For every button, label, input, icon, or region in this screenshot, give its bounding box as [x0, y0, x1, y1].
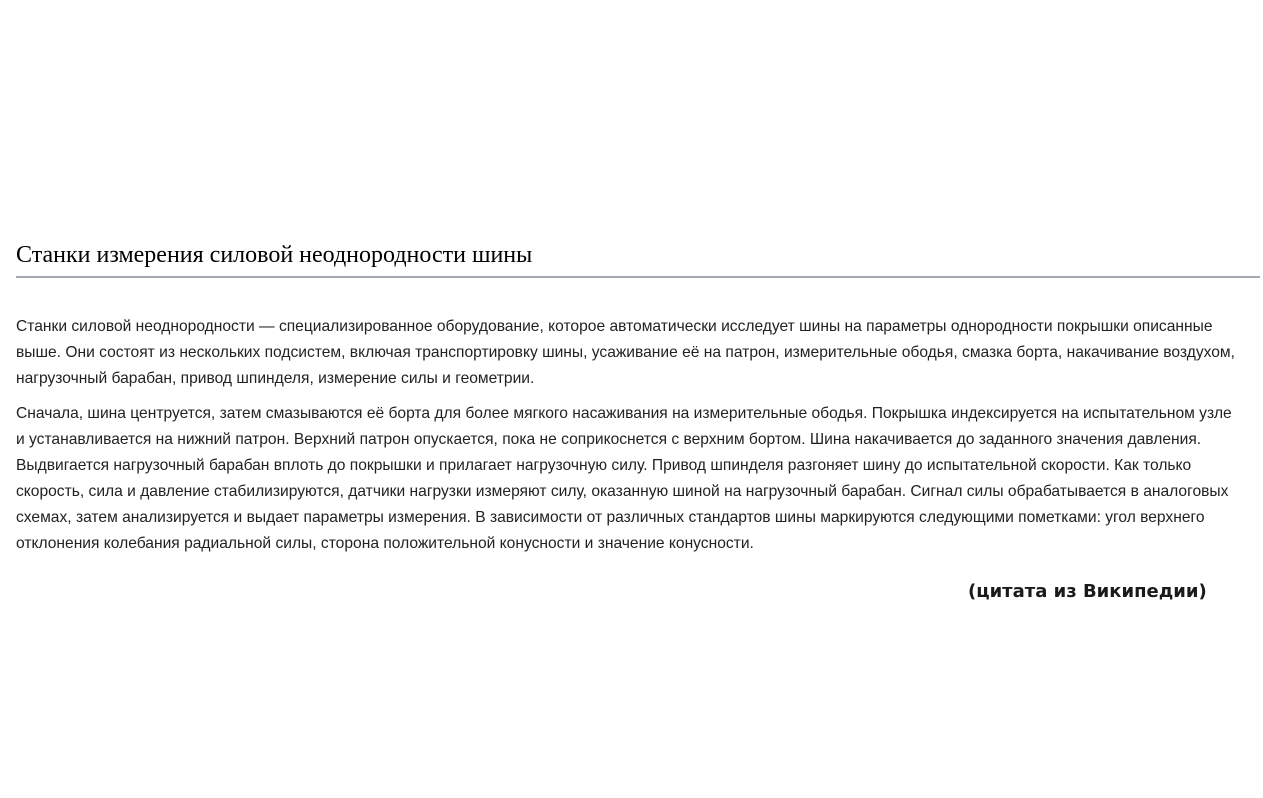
paragraph-intro: Станки силовой неоднородности — специализированное оборудование, которое автоматически исследует шины на параметры однородности покрышки описанные выше. Они состоят из нескольких подсистем, включая транспортировку шины, усаживание её на патрон, измерительные ободья, смазка борта, накачивание воздухом, нагрузочный барабан, привод шпинделя, измерение силы и геометрии.: [16, 318, 1235, 387]
section-heading: Станки измерения силовой неоднородности шины: [16, 238, 1260, 278]
article-section: [16, 238, 1260, 557]
citation-note: (цитата из Википедии): [968, 581, 1207, 602]
paragraph-process: Сначала, шина центруется, затем смазываются её борта для более мягкого насаживания на измерительные ободья. Покрышка индексируется на испытательном узле и устанавливается на нижний патрон. Верхний патрон опускается, пока не соприкоснется с верхним бортом. Шина накачивается до заданного значения давления. Выдвигается нагрузочный барабан вплоть до покрышки и прилагает нагрузочную силу. Привод шпинделя разгоняет шину до испытательной скорости. Как только скорость, сила и давление стабилизируются, датчики нагрузки измеряют силу, оказанную шиной на нагрузочный барабан. Сигнал силы обрабатывается в аналоговых схемах, затем анализируется и выдает параметры измерения. В зависимости от различных стандартов шины маркируются следующими пометками: угол верхнего отклонения колебания радиальной силы, сторона положительной конусности и значение конусности.: [16, 405, 1232, 552]
